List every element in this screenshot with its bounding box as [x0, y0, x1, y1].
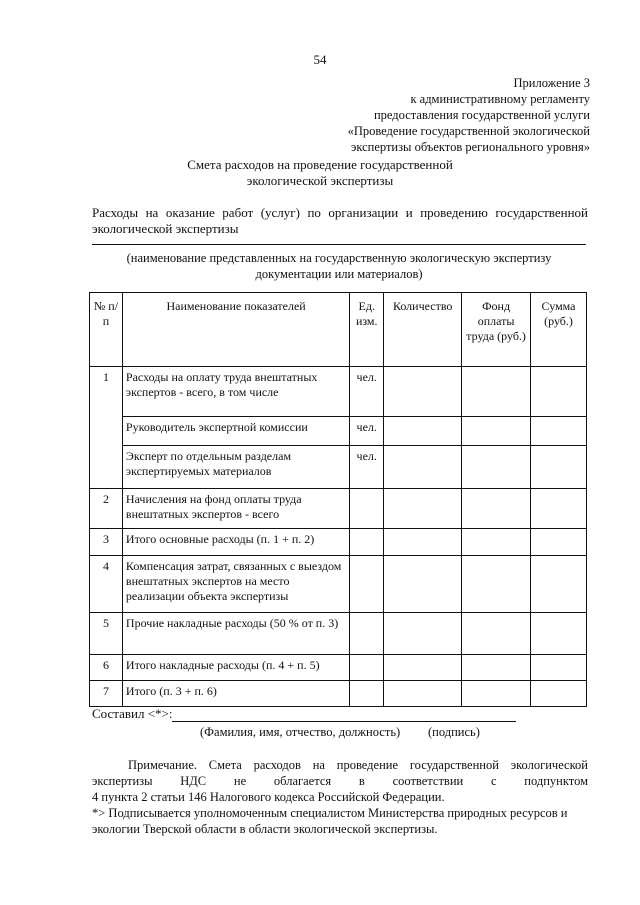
row-unit: [350, 681, 384, 707]
cell-sum[interactable]: [531, 529, 587, 556]
title-line: Смета расходов на проведение государственной: [187, 157, 453, 172]
row-num: [90, 446, 123, 489]
cell-sum[interactable]: [531, 556, 587, 613]
table-header-row: [90, 293, 587, 367]
table-row: [90, 613, 587, 655]
cell-fund[interactable]: [462, 367, 531, 417]
row-num: 2: [90, 489, 123, 529]
row-num: 5: [90, 613, 123, 655]
table-row: [90, 446, 587, 489]
cell-sum[interactable]: [531, 367, 587, 417]
row-unit: чел.: [350, 417, 384, 446]
signature-line[interactable]: [410, 721, 516, 722]
row-name: Руководитель экспертной комиссии: [122, 417, 349, 446]
cell-fund[interactable]: [462, 556, 531, 613]
cell-quantity[interactable]: [384, 367, 462, 417]
note-block: [92, 757, 588, 837]
row-num: 3: [90, 529, 123, 556]
appendix-line: к административному регламенту: [410, 92, 590, 106]
table-row: [90, 529, 587, 556]
table-row: [90, 681, 587, 707]
row-num: 7: [90, 681, 123, 707]
cell-sum[interactable]: [531, 681, 587, 707]
appendix-line: Приложение 3: [513, 76, 590, 90]
cell-quantity[interactable]: [384, 681, 462, 707]
row-name: Итого накладные расходы (п. 4 + п. 5): [122, 655, 349, 681]
row-unit: чел.: [350, 367, 384, 417]
col-header-fund: Фонд оплаты труда (руб.): [462, 293, 531, 367]
cell-quantity[interactable]: [384, 655, 462, 681]
table-row: [90, 489, 587, 529]
col-header-num: № п/п: [90, 293, 123, 367]
cell-quantity[interactable]: [384, 446, 462, 489]
row-name: Эксперт по отдельным разделам экспертируемых материалов: [122, 446, 349, 489]
appendix-line: «Проведение государственной экологической: [347, 124, 590, 138]
row-num: 1: [90, 367, 123, 417]
col-header-sum: Сумма (руб.): [531, 293, 587, 367]
appendix-header: [348, 75, 590, 155]
note-line: 4 пункта 2 статьи 146 Налогового кодекса Российской Федерации.: [92, 790, 445, 804]
col-header-name: Наименование показателей: [122, 293, 349, 367]
row-name: Расходы на оплату труда внештатных экспертов - всего, в том числе: [122, 367, 349, 417]
note-line: Примечание. Смета расходов на проведение государственной экологической: [128, 758, 588, 772]
row-unit: чел.: [350, 446, 384, 489]
footnote: *> Подписывается уполномоченным специалистом Министерства природных ресурсов и экологии Тверской области в области экологической экспертизы.: [92, 806, 568, 836]
row-unit: [350, 556, 384, 613]
table-row: [90, 417, 587, 446]
cost-table: [89, 292, 587, 707]
signature-caption: (подпись): [428, 725, 480, 739]
cell-quantity[interactable]: [384, 417, 462, 446]
appendix-line: экспертизы объектов регионального уровня»: [350, 140, 590, 154]
row-num: [90, 417, 123, 446]
cell-quantity[interactable]: [384, 556, 462, 613]
cell-sum[interactable]: [531, 613, 587, 655]
intro-text: Расходы на оказание работ (услуг) по организации и проведению государственной экологической экспертизы: [92, 205, 588, 236]
cell-fund[interactable]: [462, 613, 531, 655]
row-unit: [350, 489, 384, 529]
cell-fund[interactable]: [462, 529, 531, 556]
appendix-line: предоставления государственной услуги: [373, 108, 590, 122]
col-header-unit: Ед. изм.: [350, 293, 384, 367]
cell-fund[interactable]: [462, 417, 531, 446]
compiled-by-label: Составил <*>:: [92, 706, 173, 721]
row-name: Начисления на фонд оплаты труда внештатных экспертов - всего: [122, 489, 349, 529]
cell-quantity[interactable]: [384, 529, 462, 556]
row-name: Итого (п. 3 + п. 6): [122, 681, 349, 707]
cell-fund[interactable]: [462, 655, 531, 681]
cell-sum[interactable]: [531, 446, 587, 489]
row-name: Прочие накладные расходы (50 % от п. 3): [122, 613, 349, 655]
row-unit: [350, 613, 384, 655]
blank-caption: [92, 250, 586, 282]
cell-fund[interactable]: [462, 446, 531, 489]
cell-sum[interactable]: [531, 655, 587, 681]
cell-quantity[interactable]: [384, 613, 462, 655]
row-num: 6: [90, 655, 123, 681]
row-unit: [350, 529, 384, 556]
cell-fund[interactable]: [462, 681, 531, 707]
row-name: Компенсация затрат, связанных с выездом внештатных экспертов на место реализации объекта экспертизы: [122, 556, 349, 613]
table-row: [90, 655, 587, 681]
caption-line: документации или материалов): [255, 267, 423, 281]
caption-line: (наименование представленных на государственную экологическую экспертизу: [126, 251, 552, 265]
document-title: [0, 157, 640, 189]
name-caption: (Фамилия, имя, отчество, должность): [200, 725, 401, 739]
page-number: 54: [313, 52, 327, 67]
cell-fund[interactable]: [462, 489, 531, 529]
cell-sum[interactable]: [531, 417, 587, 446]
col-header-quantity: Количество: [384, 293, 462, 367]
table-row: [90, 556, 587, 613]
cell-sum[interactable]: [531, 489, 587, 529]
title-line: экологической экспертизы: [246, 173, 394, 188]
table-row: [90, 367, 587, 417]
blank-line: [92, 244, 586, 245]
cell-quantity[interactable]: [384, 489, 462, 529]
row-name: Итого основные расходы (п. 1 + п. 2): [122, 529, 349, 556]
note-line: экспертизы НДС не облагается в соответствии с подпунктом: [92, 774, 588, 788]
row-unit: [350, 655, 384, 681]
row-num: 4: [90, 556, 123, 613]
